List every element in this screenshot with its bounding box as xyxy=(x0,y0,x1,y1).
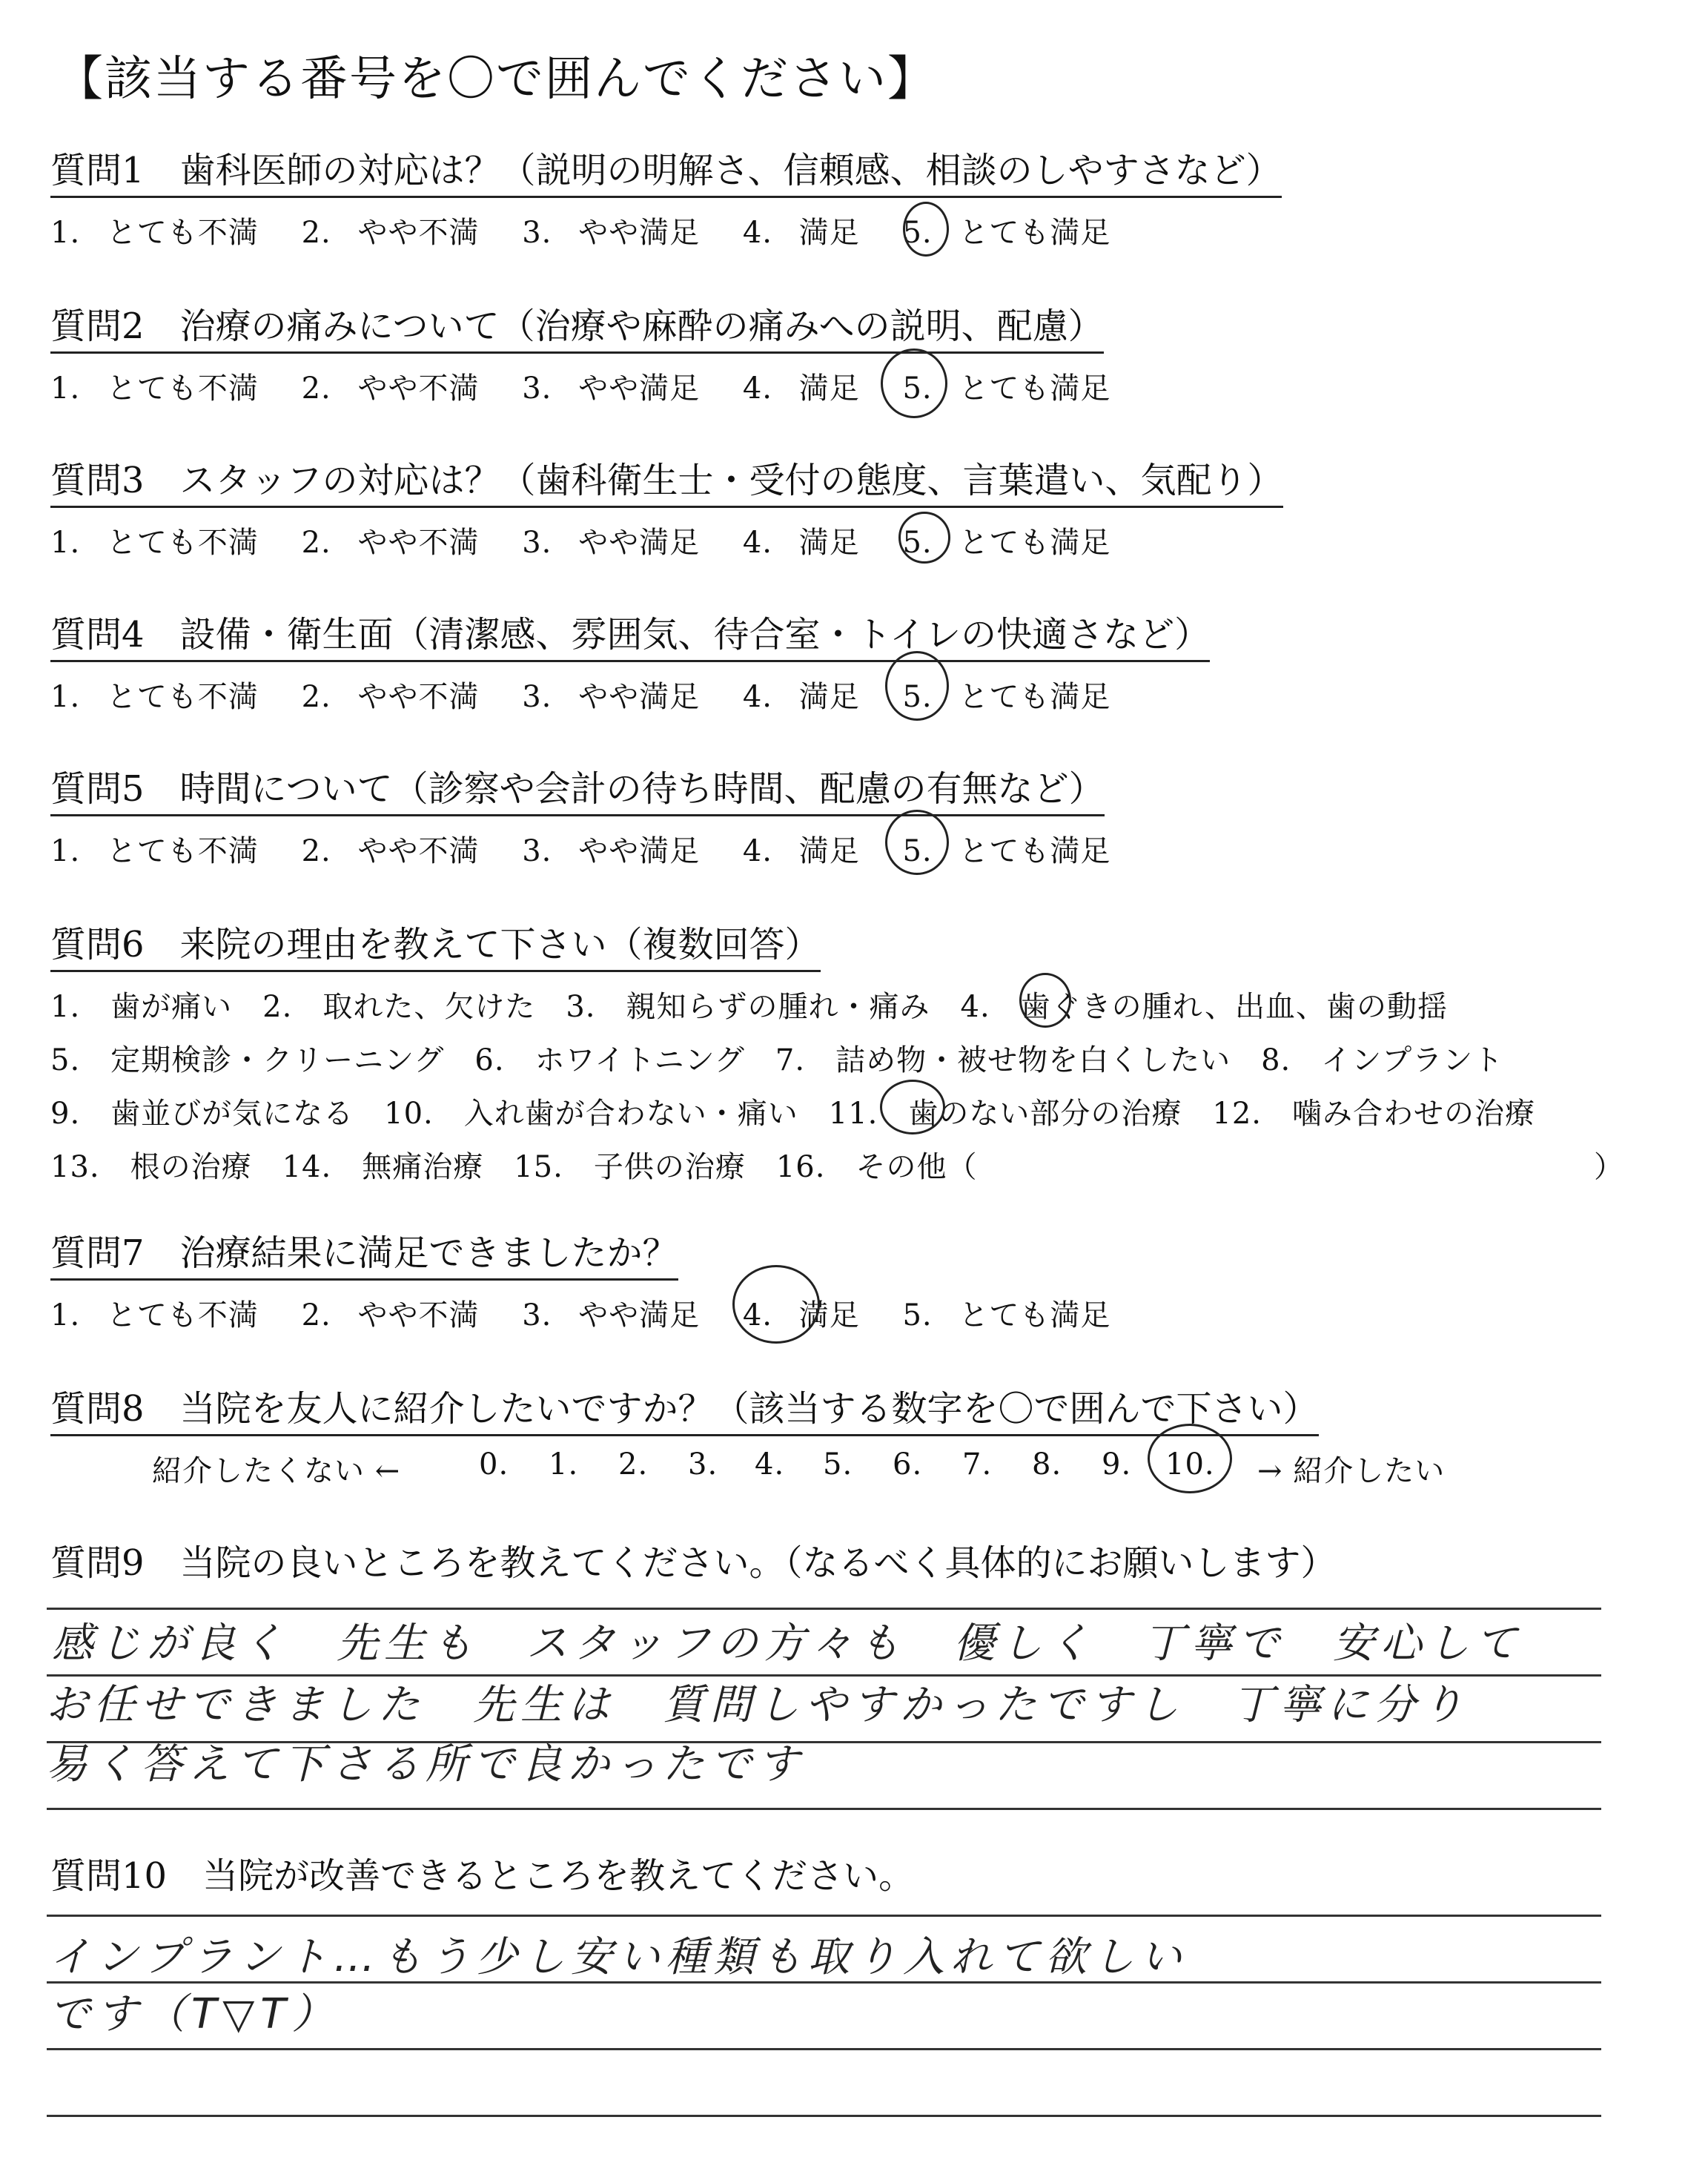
option-4-label: 満足 xyxy=(798,216,860,250)
question-3-options[interactable] xyxy=(50,519,1110,561)
q8-number-4[interactable]: 4. xyxy=(755,1447,785,1482)
option-1-label: とても不満 xyxy=(106,834,259,868)
option-4-number: 4. xyxy=(742,371,772,406)
q8-number-3[interactable]: 3. xyxy=(688,1447,718,1482)
q10-answer-line-1 xyxy=(47,1915,1601,1917)
q10-answer-line-4 xyxy=(47,2115,1601,2117)
question-3-title: 質問3 スタッフの対応は？（歯科衛生士・受付の態度、言葉遣い、気配り） xyxy=(50,458,1283,508)
option-3-number: 3. xyxy=(522,834,552,868)
option-4-number: 4. xyxy=(742,216,772,250)
q9-handwriting-line-3: 易く答えて下さる所で良かったです xyxy=(46,1740,805,1789)
option-5-label: とても満足 xyxy=(959,1298,1111,1332)
question-7-title: 質問7 治療結果に満足できましたか？ xyxy=(50,1231,678,1281)
question-2-options[interactable] xyxy=(50,365,1110,407)
question-1-options[interactable] xyxy=(50,209,1110,251)
option-5-number: 5. xyxy=(902,371,933,406)
q9-answer-line-1 xyxy=(47,1608,1601,1610)
q8-scale-left: 紹介したくない ← xyxy=(152,1454,401,1488)
option-3-label: やや満足 xyxy=(578,1298,701,1332)
option-4-label: 満足 xyxy=(798,371,860,406)
option-1-label: とても不満 xyxy=(106,680,259,714)
option-1-label: とても不満 xyxy=(106,1298,259,1332)
option-4-label: 満足 xyxy=(798,834,860,868)
option-5-label: とても満足 xyxy=(959,526,1111,560)
answer-circle-q3 xyxy=(898,512,950,564)
option-2-label: やや不満 xyxy=(357,371,480,406)
option-1-label: とても不満 xyxy=(106,371,259,406)
option-5-number: 5. xyxy=(902,834,933,868)
question-5-title: 質問5 時間について（診察や会計の待ち時間、配慮の有無など） xyxy=(50,767,1105,816)
option-2-label: やや不満 xyxy=(357,680,480,714)
answer-circle-q6-4 xyxy=(1019,973,1071,1028)
option-3-label: やや満足 xyxy=(578,526,701,560)
q8-number-6[interactable]: 6. xyxy=(893,1447,923,1482)
question-9-title: 質問9 当院の良いところを教えてください。（なるべく具体的にお願いします） xyxy=(50,1542,1337,1584)
q8-number-2[interactable]: 2. xyxy=(618,1447,649,1482)
option-1-number: 1. xyxy=(50,371,81,406)
answer-circle-q5 xyxy=(885,810,949,875)
question-4-title: 質問4 設備・衛生面（清潔感、雰囲気、待合室・トイレの快適さなど） xyxy=(50,612,1210,662)
option-5-label: とても満足 xyxy=(959,371,1111,406)
option-5-number: 5. xyxy=(902,1298,933,1332)
option-2-number: 2. xyxy=(301,1298,331,1332)
q8-number-5[interactable]: 5. xyxy=(823,1447,853,1482)
option-2-label: やや不満 xyxy=(357,1298,480,1332)
option-4-number: 4. xyxy=(742,1298,772,1332)
option-3-number: 3. xyxy=(522,526,552,560)
option-1-label: とても不満 xyxy=(106,526,259,560)
q9-answer-line-4 xyxy=(47,1808,1601,1810)
page-header: 【該当する番号を〇で囲んでください】 xyxy=(56,52,936,107)
question-2-title: 質問2 治療の痛みについて（治療や麻酔の痛みへの説明、配慮） xyxy=(50,304,1104,354)
question-7-options[interactable] xyxy=(50,1292,1110,1334)
q8-number-9[interactable]: 9. xyxy=(1102,1447,1132,1482)
option-2-label: やや不満 xyxy=(357,834,480,868)
option-5-number: 5. xyxy=(902,216,933,250)
question-8-title: 質問8 当院を友人に紹介したいですか？（該当する数字を〇で囲んで下さい） xyxy=(50,1387,1319,1436)
q9-handwriting-line-2: お任せできました 先生は 質問しやすかったですし 丁寧に分り xyxy=(46,1681,1469,1729)
option-5-label: とても満足 xyxy=(959,216,1111,250)
q8-number-0[interactable]: 0. xyxy=(479,1447,509,1482)
q6-other-close: ） xyxy=(1594,1150,1624,1184)
q10-answer-line-3 xyxy=(47,2048,1601,2050)
q8-number-8[interactable]: 8. xyxy=(1032,1447,1062,1482)
option-3-number: 3. xyxy=(522,371,552,406)
option-2-label: やや不満 xyxy=(357,216,480,250)
question-4-options[interactable] xyxy=(50,673,1110,716)
option-1-number: 1. xyxy=(50,680,81,714)
q10-handwriting-line-2: です（T▽T） xyxy=(49,1990,340,2038)
option-3-number: 3. xyxy=(522,680,552,714)
q8-scale-right: → 紹介したい xyxy=(1257,1454,1446,1488)
option-1-number: 1. xyxy=(50,216,81,250)
answer-circle-q7 xyxy=(732,1265,820,1344)
option-4-label: 満足 xyxy=(798,1298,860,1332)
option-5-label: とても満足 xyxy=(959,680,1111,714)
option-2-number: 2. xyxy=(301,834,331,868)
option-5-number: 5. xyxy=(902,680,933,714)
question-6-title: 質問6 来院の理由を教えて下さい（複数回答） xyxy=(50,922,821,972)
option-4-number: 4. xyxy=(742,680,772,714)
option-2-number: 2. xyxy=(301,216,331,250)
option-5-label: とても満足 xyxy=(959,834,1111,868)
option-5-number: 5. xyxy=(902,526,933,560)
option-4-number: 4. xyxy=(742,526,772,560)
answer-circle-q6-11 xyxy=(880,1080,945,1135)
option-1-number: 1. xyxy=(50,834,81,868)
answer-circle-q4 xyxy=(885,651,949,721)
q8-number-10[interactable]: 10. xyxy=(1165,1447,1215,1482)
option-1-label: とても不満 xyxy=(106,216,259,250)
answer-circle-q2 xyxy=(881,349,947,418)
question-10-title: 質問10 当院が改善できるところを教えてください。 xyxy=(50,1855,915,1897)
option-1-number: 1. xyxy=(50,1298,81,1332)
question-1-title: 質問1 歯科医師の対応は？（説明の明解さ、信頼感、相談のしやすさなど） xyxy=(50,148,1282,198)
answer-circle-q1 xyxy=(903,202,949,257)
option-3-label: やや満足 xyxy=(578,371,701,406)
option-3-label: やや満足 xyxy=(578,216,701,250)
option-3-number: 3. xyxy=(522,216,552,250)
q6-row-3[interactable]: 9. 歯並びが気になる 10. 入れ歯が合わない・痛い 11. 歯のない部分の治療 12. 噛み合わせの治療 xyxy=(50,1097,1536,1131)
q6-row-2[interactable]: 5. 定期検診・クリーニング 6. ホワイトニング 7. 詰め物・被せ物を白くしたい 8. インプラント xyxy=(50,1043,1504,1077)
option-3-number: 3. xyxy=(522,1298,552,1332)
option-1-number: 1. xyxy=(50,526,81,560)
option-2-label: やや不満 xyxy=(357,526,480,560)
q6-row-4[interactable]: 13. 根の治療 14. 無痛治療 15. 子供の治療 16. その他（ xyxy=(50,1150,978,1184)
option-2-number: 2. xyxy=(301,526,331,560)
answer-circle-q8 xyxy=(1148,1424,1232,1493)
q8-number-1[interactable]: 1. xyxy=(549,1447,579,1482)
q10-handwriting-line-1: インプラント…もう少し安い種類も取り入れて欲しい xyxy=(49,1933,1188,1981)
q8-number-7[interactable]: 7. xyxy=(962,1447,993,1482)
q9-handwriting-line-1: 感じが良く 先生も スタッフの方々も 優しく 丁寧で 安心して xyxy=(52,1619,1523,1668)
option-4-label: 満足 xyxy=(798,680,860,714)
option-4-label: 満足 xyxy=(798,526,860,560)
question-5-options[interactable] xyxy=(50,828,1110,870)
option-3-label: やや満足 xyxy=(578,834,701,868)
q6-row-1[interactable]: 1. 歯が痛い 2. 取れた、欠けた 3. 親知らずの腫れ・痛み 4. 歯ぐきの腫れ、出血、歯の動揺 xyxy=(50,990,1449,1024)
option-2-number: 2. xyxy=(301,680,331,714)
option-2-number: 2. xyxy=(301,371,331,406)
option-4-number: 4. xyxy=(742,834,772,868)
option-3-label: やや満足 xyxy=(578,680,701,714)
